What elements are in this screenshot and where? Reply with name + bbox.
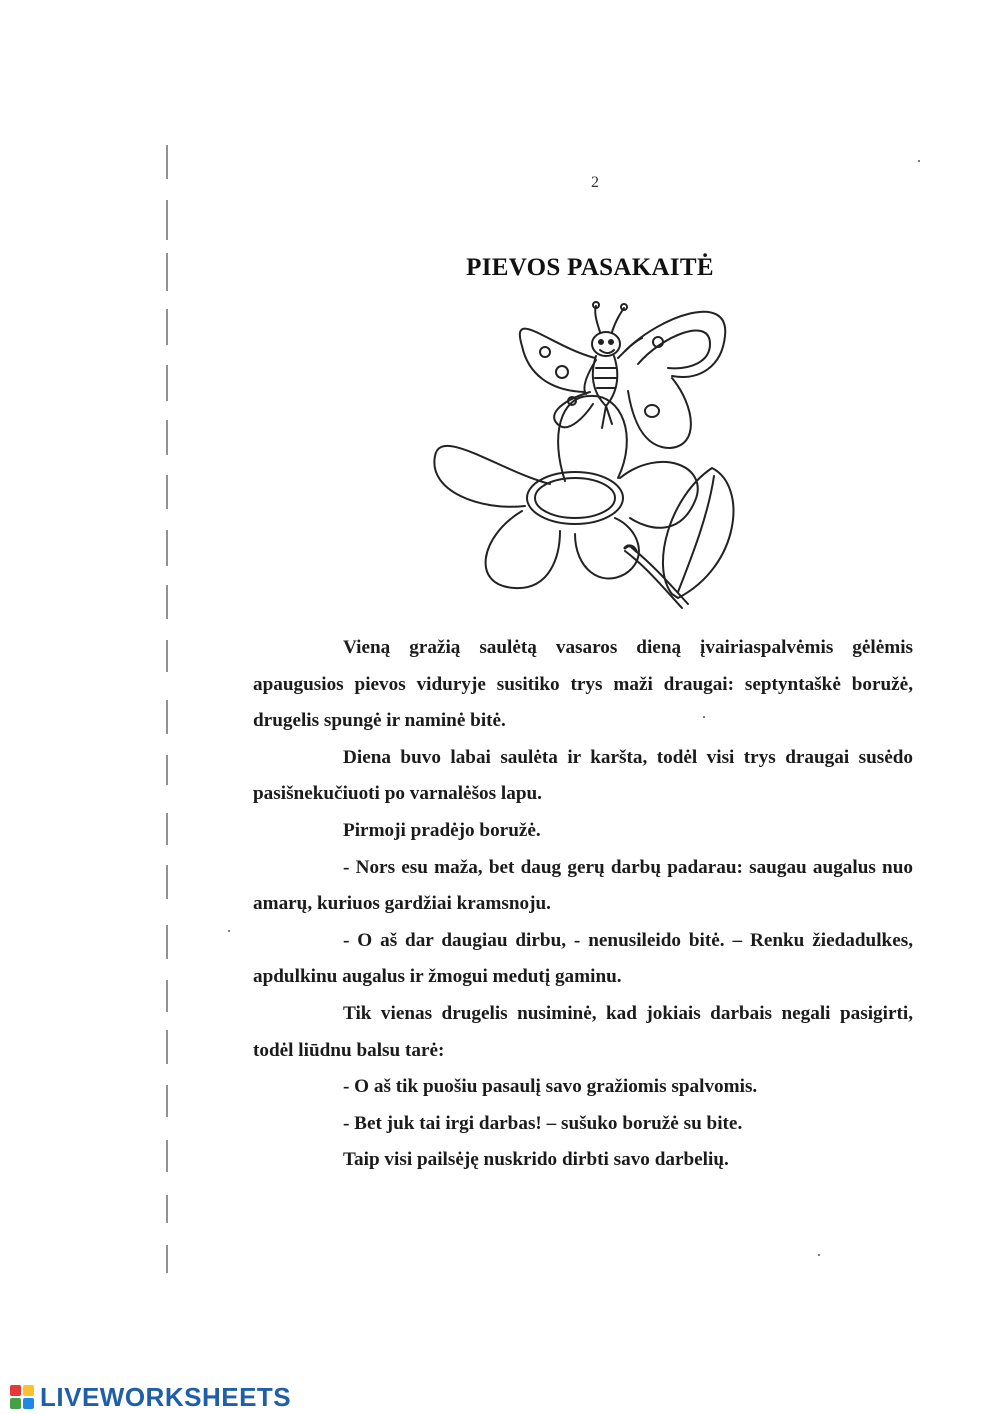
scan-speck [703,716,705,718]
story-paragraph: Vieną gražią saulėtą vasaros dieną įvairiaspalvėmis gėlėmis apaugusios pievos viduryje susitiko trys maži draugai: septyntaškė boružė, drugelis spungė ir naminė bitė. [253,637,913,732]
logo-square [10,1385,21,1396]
story-paragraph: - O aš dar daugiau dirbu, - nenusileido bitė. – Renku žiedadulkes, apdulkinu augalus ir žmogui medutį gaminu. [253,929,913,988]
logo-square [23,1398,34,1409]
scan-speck [918,160,920,162]
logo-square [10,1398,21,1409]
liveworksheets-brand[interactable] [10,1380,291,1414]
story-paragraph: Taip visi pailsėję nuskrido dirbti savo darbelių. [343,1149,729,1171]
story-title: PIEVOS PASAKAITĖ [466,254,714,281]
story-text [253,630,913,1179]
butterfly-flower-drawing-icon [410,296,740,616]
logo-square [23,1385,34,1396]
story-paragraph: Diena buvo labai saulėta ir karšta, todėl visi trys draugai susėdo pasišnekučiuoti po varnalėšos lapu. [253,746,913,805]
brand-name: LIVEWORKSHEETS [40,1381,292,1412]
story-paragraph: Pirmoji pradėjo boružė. [343,819,541,841]
story-dialog-line: - Bet juk tai irgi darbas! – sušuko boružė su bite. [343,1112,743,1134]
story-paragraph: Tik vienas drugelis nusiminė, kad jokiais darbais negali pasigirti, todėl liūdnu balsu tarė: [253,1002,913,1061]
scan-margin-marks [162,145,174,1275]
page-number: 2 [591,174,599,191]
liveworksheets-logo-icon [10,1385,34,1409]
story-dialog-line: - O aš tik puošiu pasaulį savo gražiomis spalvomis. [343,1076,758,1098]
scan-speck [818,1254,820,1256]
story-paragraph: - Nors esu maža, bet daug gerų darbų padarau: saugau augalus nuo amarų, kuriuos gardžiai kramsnoju. [253,856,913,915]
scan-speck [228,930,230,932]
